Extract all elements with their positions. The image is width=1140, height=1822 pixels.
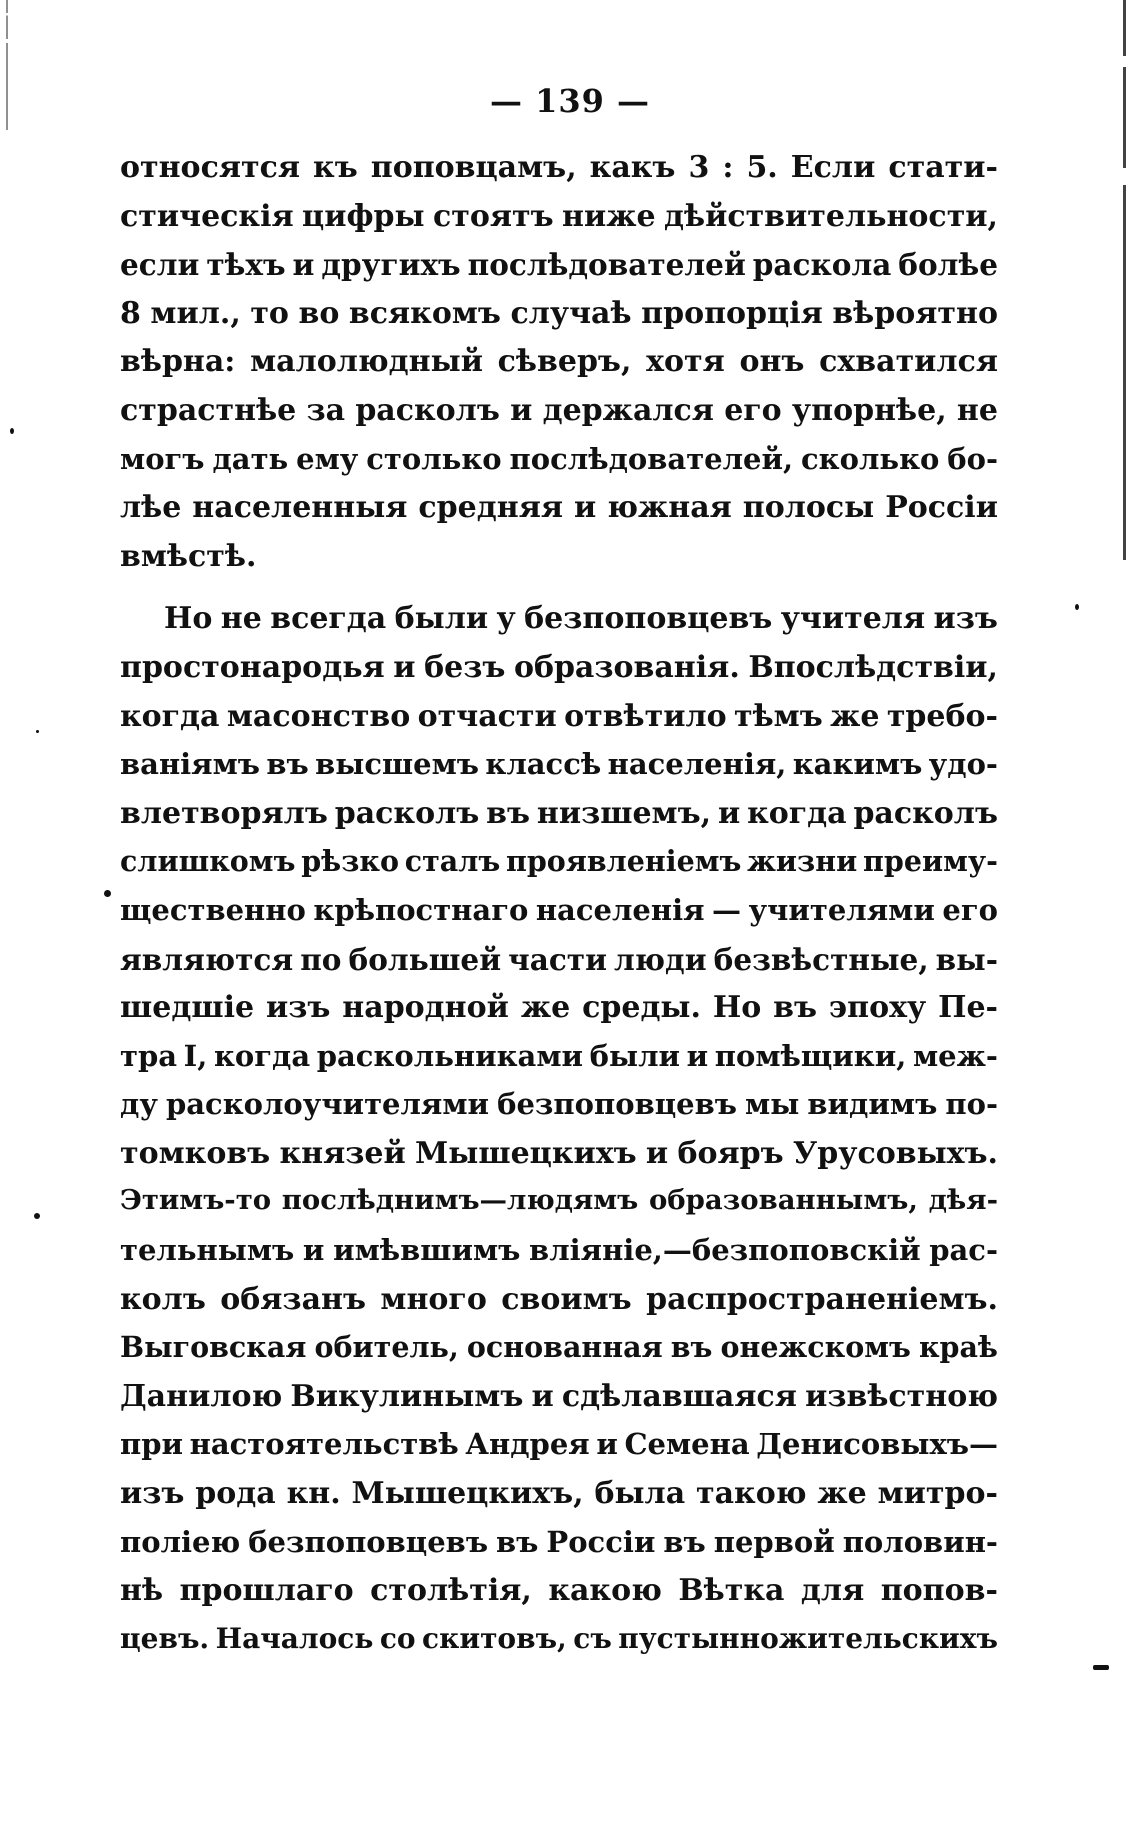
word: большей xyxy=(348,941,502,977)
word: за xyxy=(306,392,346,428)
word: могъ xyxy=(120,441,205,476)
word: не xyxy=(220,601,262,637)
word: — xyxy=(712,892,742,927)
word: когда xyxy=(120,698,220,734)
word: расколъ xyxy=(853,795,998,831)
word: въ xyxy=(266,747,309,782)
word: для xyxy=(800,1573,865,1609)
word: являются xyxy=(120,941,294,977)
word: полосы xyxy=(742,490,875,526)
word: много xyxy=(380,1281,487,1317)
word: и xyxy=(393,649,416,685)
word: Денисовыхъ— xyxy=(756,1427,998,1462)
word: и xyxy=(573,490,597,526)
text-line xyxy=(120,1039,998,1088)
word: скитовъ, xyxy=(422,1621,567,1655)
text-line xyxy=(120,942,998,991)
word: помѣщики, xyxy=(714,1038,907,1073)
word: его xyxy=(724,392,782,428)
word: безпоповцевъ xyxy=(248,1524,489,1559)
word: нѣ xyxy=(120,1573,164,1609)
word: сколько xyxy=(801,441,940,476)
text-line xyxy=(120,150,998,199)
text-line xyxy=(120,747,998,796)
word: тра xyxy=(120,1038,178,1073)
text-line xyxy=(120,893,998,942)
word: шедшіе xyxy=(120,990,255,1026)
word: классѣ xyxy=(485,747,602,782)
word: попов- xyxy=(880,1573,998,1609)
ink-speck xyxy=(104,890,111,897)
word: раскольниками xyxy=(316,1038,584,1073)
word: прошлаго xyxy=(179,1573,354,1609)
text-line xyxy=(120,1087,998,1136)
word: тѣхъ xyxy=(206,247,286,283)
text-line xyxy=(120,1282,998,1331)
word: Андрея xyxy=(465,1427,590,1462)
word: тельнымъ xyxy=(120,1233,295,1268)
word: Семена xyxy=(624,1427,750,1462)
word: по xyxy=(300,941,342,977)
word: со xyxy=(379,1621,416,1655)
text-line xyxy=(120,442,998,491)
word: масонство xyxy=(226,698,411,734)
word: Началось xyxy=(215,1621,374,1655)
word: безъ xyxy=(424,649,506,685)
word: послѣднимъ—людямъ xyxy=(281,1184,639,1217)
word: какимъ xyxy=(792,747,923,782)
body-text xyxy=(120,150,998,1670)
word: случаѣ xyxy=(510,295,632,331)
word: учителя xyxy=(780,601,926,637)
word: среды. xyxy=(582,990,701,1026)
word: низшемъ, xyxy=(536,795,712,831)
word: имѣвшимъ xyxy=(333,1233,521,1268)
text-line xyxy=(120,1525,998,1574)
word: ваніямъ xyxy=(120,747,261,782)
word: Мышецкихъ, xyxy=(351,1476,584,1512)
word: образованнымъ, xyxy=(648,1184,918,1217)
word: основанная xyxy=(466,1330,663,1365)
word: вы- xyxy=(935,941,998,977)
word: I, xyxy=(183,1038,208,1073)
word: вліяніе,—безпоповскій xyxy=(529,1233,921,1268)
word: отвѣтило xyxy=(564,698,727,734)
word: лѣе xyxy=(120,490,182,526)
word: Данилою xyxy=(120,1378,283,1414)
word: Урусовыхъ. xyxy=(792,1135,998,1171)
word: послѣдователей, xyxy=(509,441,794,476)
word: сѣверъ, xyxy=(497,344,632,380)
word: и xyxy=(645,1135,669,1171)
ink-speck xyxy=(1075,604,1079,610)
word: краѣ xyxy=(918,1330,998,1365)
word: Россіи xyxy=(885,490,998,526)
word: простонародья xyxy=(120,649,385,685)
text-line xyxy=(120,990,998,1039)
word: видимъ xyxy=(807,1087,938,1122)
word: дѣя- xyxy=(928,1184,998,1217)
word: и xyxy=(686,1038,709,1073)
word: изъ xyxy=(120,1476,185,1512)
word: расколоучителями xyxy=(165,1087,490,1122)
text-line xyxy=(120,344,998,393)
word: держался xyxy=(542,392,714,428)
word: при xyxy=(120,1427,184,1462)
word: дѣйствительности, xyxy=(663,198,998,234)
word: были xyxy=(589,1038,681,1073)
word: щественно xyxy=(120,892,306,927)
paragraph-2 xyxy=(120,601,998,1670)
word: народной xyxy=(342,990,509,1026)
word: къ xyxy=(313,150,358,185)
text-line xyxy=(120,1379,998,1428)
word: цифры xyxy=(302,198,425,234)
ink-speck xyxy=(34,1213,40,1219)
word: поповцамъ, xyxy=(370,150,577,185)
word: Но xyxy=(712,990,762,1026)
word: сдѣлавшаяся xyxy=(561,1378,797,1414)
word: : xyxy=(722,150,734,185)
word: когда xyxy=(213,1038,311,1073)
word: томковъ xyxy=(120,1135,271,1171)
word: части xyxy=(508,941,607,977)
word: меж- xyxy=(912,1038,998,1073)
word: отчасти xyxy=(417,698,557,734)
word: учителями xyxy=(748,892,935,927)
word: раскола xyxy=(752,247,892,283)
word: южная xyxy=(607,490,732,526)
word: требо- xyxy=(886,698,998,734)
word: безпоповцевъ xyxy=(524,601,773,637)
word: и xyxy=(510,392,533,428)
word: колъ xyxy=(120,1281,206,1317)
word: тѣмъ xyxy=(733,698,823,734)
word: въ xyxy=(670,1330,713,1365)
word: образованія. xyxy=(513,649,740,685)
word: распространеніемъ. xyxy=(646,1281,998,1317)
word: столько xyxy=(366,441,502,476)
word: эпоху xyxy=(828,990,927,1026)
word: стати- xyxy=(888,150,998,185)
text-line: вмѣстѣ. xyxy=(120,538,257,574)
text-line xyxy=(120,1622,998,1671)
word: изъ xyxy=(933,601,998,637)
word: другихъ xyxy=(321,247,461,283)
word: ду xyxy=(120,1087,158,1122)
word: населенныя xyxy=(192,490,408,526)
word: послѣдователей xyxy=(467,247,746,283)
word: вѣроятно xyxy=(832,295,998,331)
word: рѣзко xyxy=(301,844,399,879)
word: своимъ xyxy=(501,1281,632,1317)
text-line xyxy=(120,490,998,539)
word: Но xyxy=(164,601,213,637)
word: мил., xyxy=(150,295,241,331)
word: кн. xyxy=(286,1476,341,1512)
page-number: — 139 — xyxy=(489,82,651,120)
word: расколъ xyxy=(355,392,500,428)
word: 8 xyxy=(120,295,141,331)
word: средняя xyxy=(418,490,564,526)
word: проявленіемъ xyxy=(506,844,742,879)
word: не xyxy=(956,392,998,428)
word: болѣе xyxy=(898,247,998,283)
text-line xyxy=(120,601,998,650)
word: изъ xyxy=(265,990,331,1026)
word: рас- xyxy=(929,1233,998,1268)
text-line xyxy=(120,650,998,699)
word: ему xyxy=(296,441,359,476)
word: хотя xyxy=(646,344,725,380)
word: ниже xyxy=(562,198,656,234)
word: и xyxy=(596,1427,618,1462)
ink-speck xyxy=(36,730,39,733)
text-line xyxy=(120,796,998,845)
text-line xyxy=(120,1233,998,1282)
text-line xyxy=(120,199,998,248)
text-line xyxy=(120,1427,998,1476)
text-line xyxy=(120,247,998,296)
word: 3 xyxy=(688,150,710,185)
word: во xyxy=(298,295,340,331)
word: населенія, xyxy=(607,747,787,782)
word: обитель, xyxy=(314,1330,459,1365)
word: пропорція xyxy=(641,295,823,331)
word: были xyxy=(394,601,489,637)
word: Впослѣдствіи, xyxy=(748,649,998,685)
word: рода xyxy=(195,1476,276,1512)
word: 5. xyxy=(746,150,778,185)
word: упорнѣе, xyxy=(791,392,947,428)
word: всякомъ xyxy=(348,295,501,331)
word: расколъ xyxy=(334,795,480,831)
word: была xyxy=(594,1476,686,1512)
word: князей xyxy=(279,1135,406,1171)
word: пустынножительскихъ xyxy=(618,1621,998,1655)
word: въ xyxy=(773,990,817,1026)
word: влетворялъ xyxy=(120,795,328,831)
word: онежскомъ xyxy=(720,1330,911,1365)
text-line xyxy=(120,1184,998,1233)
ink-speck xyxy=(1093,1665,1109,1670)
word: Пе- xyxy=(938,990,998,1026)
word: всегда xyxy=(270,601,387,637)
word: и xyxy=(717,795,741,831)
word: Мышецкихъ xyxy=(415,1135,637,1171)
word: въ xyxy=(486,795,530,831)
word: столѣтія, xyxy=(370,1573,532,1609)
word: безпоповцевъ xyxy=(497,1087,737,1122)
word: люди xyxy=(614,941,707,977)
word: настоятельствѣ xyxy=(189,1427,459,1462)
word: страстнѣе xyxy=(120,392,297,428)
word: съ xyxy=(573,1621,612,1655)
word: преиму- xyxy=(863,844,998,879)
word: обязанъ xyxy=(220,1281,366,1317)
word: Россіи xyxy=(546,1524,656,1559)
word: безвѣстные, xyxy=(713,941,929,977)
word: бо- xyxy=(947,441,998,476)
word: же xyxy=(520,990,571,1026)
word: то xyxy=(250,295,289,331)
word: по- xyxy=(945,1087,998,1122)
text-line xyxy=(120,844,998,893)
text-line xyxy=(120,296,998,345)
word: стоятъ xyxy=(432,198,554,234)
word: Викулинымъ xyxy=(290,1378,524,1414)
word: бояръ xyxy=(677,1135,784,1171)
text-line xyxy=(120,1330,998,1379)
word: схватился xyxy=(819,344,998,380)
word: Этимъ-то xyxy=(120,1184,272,1217)
word: у xyxy=(496,601,516,637)
word: дать xyxy=(212,441,289,476)
word: сталъ xyxy=(404,844,501,879)
word: какою xyxy=(548,1573,662,1609)
word: и xyxy=(531,1378,554,1414)
word: въ xyxy=(496,1524,539,1559)
word: крѣпостнаго xyxy=(313,892,529,927)
text-line xyxy=(120,393,998,442)
word: такою xyxy=(696,1476,807,1512)
word: его xyxy=(942,892,998,927)
word: жизни xyxy=(747,844,858,879)
word: Вѣтка xyxy=(678,1573,785,1609)
word: митро- xyxy=(877,1476,998,1512)
word: половин- xyxy=(842,1524,998,1559)
word: первой xyxy=(713,1524,835,1559)
word: же xyxy=(830,698,880,734)
text-line xyxy=(120,699,998,748)
word: и xyxy=(302,1233,325,1268)
word: относятся xyxy=(120,150,301,185)
word: же xyxy=(817,1476,867,1512)
word: слишкомъ xyxy=(120,844,296,879)
word: населенія xyxy=(535,892,705,927)
word: если xyxy=(120,247,200,283)
word: и xyxy=(292,247,315,283)
text-line xyxy=(120,1476,998,1525)
text-line xyxy=(120,1136,998,1185)
ink-speck xyxy=(10,428,14,434)
word: какъ xyxy=(589,150,676,185)
word: онъ xyxy=(739,344,805,380)
text-line xyxy=(120,1573,998,1622)
paragraph-1 xyxy=(120,150,998,587)
word: Если xyxy=(790,150,876,185)
word: удо- xyxy=(928,747,998,782)
word: извѣстною xyxy=(805,1378,998,1414)
word: мы xyxy=(745,1087,800,1122)
word: поліею xyxy=(120,1524,241,1559)
word: въ xyxy=(663,1524,706,1559)
word: малолюдный xyxy=(250,344,483,380)
word: когда xyxy=(747,795,847,831)
word: стическія xyxy=(120,198,294,234)
word: Выговская xyxy=(120,1330,307,1365)
word: высшемъ xyxy=(315,747,480,782)
word: вѣрна: xyxy=(120,344,236,380)
word: цевъ. xyxy=(120,1621,210,1655)
